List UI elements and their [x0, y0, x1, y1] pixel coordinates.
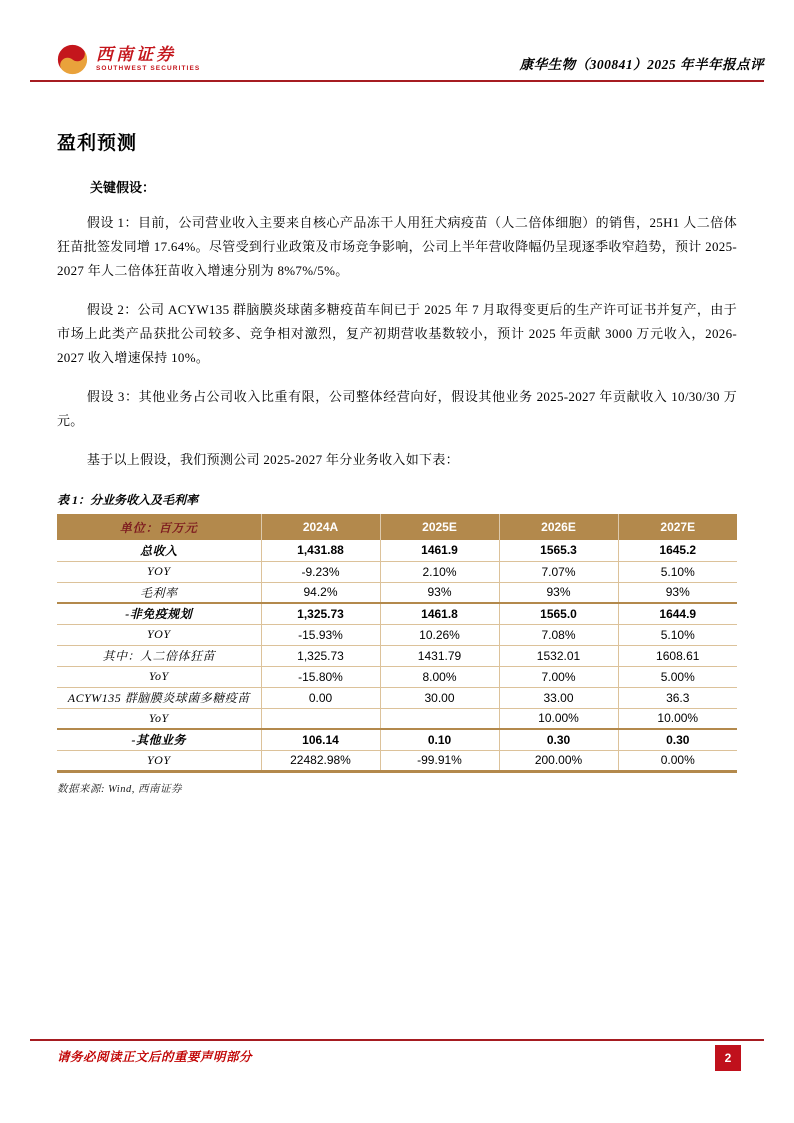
- assumption-paragraph-3: 假设 3：其他业务占公司收入比重有限，公司整体经营向好，假设其他业务 2025-2027 年贡献收入 10/30/30 万元。: [57, 389, 737, 428]
- footer-disclaimer: 请务必阅读正文后的重要声明部分: [57, 1050, 253, 1064]
- table-row-other-business: -其他业务 106.14 0.10 0.30 0.30: [57, 729, 737, 750]
- table-row-yoy: YOY -15.93% 10.26% 7.08% 5.10%: [57, 624, 737, 645]
- table-row-yoy: YOY 22482.98% -99.91% 200.00% 0.00%: [57, 750, 737, 771]
- table-caption: 表 1：分业务收入及毛利率: [57, 493, 199, 507]
- table-row-rabies-vaccine: 其中：人二倍体狂苗 1,325.73 1431.79 1532.01 1608.61: [57, 645, 737, 666]
- data-source-note: 数据来源: Wind, 西南证券: [57, 783, 182, 795]
- unit-header-cell: 单位：百万元: [57, 514, 261, 540]
- brand-name-en: SOUTHWEST SECURITIES: [96, 65, 201, 73]
- table-intro-paragraph: 基于以上假设，我们预测公司 2025-2027 年分业务收入如下表：: [86, 452, 459, 467]
- table-row-yoy: YoY -15.80% 8.00% 7.00% 5.00%: [57, 666, 737, 687]
- table-row-yoy: YOY -9.23% 2.10% 7.07% 5.10%: [57, 561, 737, 582]
- brand-text: [96, 46, 200, 73]
- table-header-row: [57, 514, 737, 540]
- table-row-yoy: YoY 10.00% 10.00%: [57, 708, 737, 729]
- year-header-cell: 2026E: [499, 514, 618, 540]
- table-row-gross-margin: 毛利率 94.2% 93% 93% 93%: [57, 582, 737, 603]
- year-header-cell: 2025E: [380, 514, 499, 540]
- report-title: 康华生物（300841）2025 年半年报点评: [519, 57, 764, 72]
- brand-name-cn: 西南证券: [96, 45, 176, 65]
- year-header-cell: 2024A: [261, 514, 380, 540]
- table-row-total-revenue: 总收入 1,431.88 1461.9 1565.3 1645.2: [57, 540, 737, 561]
- section-title: 盈利预测: [57, 133, 138, 154]
- revenue-forecast-table: [57, 514, 737, 773]
- page-footer: [30, 1039, 764, 1071]
- assumption-paragraph-1: 假设 1：目前，公司营业收入主要来自核心产品冻干人用狂犬病疫苗（人二倍体细胞）的销售，25H1 人二倍体狂苗批签发同增 17.64%。尽管受到行业政策及市场竞争影响，公司上半年营收降幅仍呈现逐季收窄趋势，预计 2025-2027 年人二倍体狂苗收入增速分别为 8%7%/5%。: [57, 215, 737, 278]
- page-number-badge: 2: [715, 1045, 741, 1071]
- southwest-securities-logo-icon: [57, 44, 88, 75]
- page-header: [30, 0, 764, 82]
- table-row-acyw135-vaccine: ACYW135 群脑膜炎球菌多糖疫苗 0.00 30.00 33.00 36.3: [57, 687, 737, 708]
- table-row-non-immunization: -非免疫规划 1,325.73 1461.8 1565.0 1644.9: [57, 603, 737, 624]
- main-content: [57, 128, 737, 796]
- brand-block: [57, 44, 200, 75]
- key-assumptions-label: 关键假设：: [90, 180, 156, 195]
- assumption-paragraph-2: 假设 2：公司 ACYW135 群脑膜炎球菌多糖疫苗车间已于 2025 年 7 月取得变更后的生产许可证书并复产，由于市场上此类产品获批公司较多、竞争相对激烈，复产初期营收基数较小，预计 2025 年贡献 3000 万元收入，2026-2027 收入增速保持 10%。: [57, 302, 737, 365]
- year-header-cell: 2027E: [618, 514, 737, 540]
